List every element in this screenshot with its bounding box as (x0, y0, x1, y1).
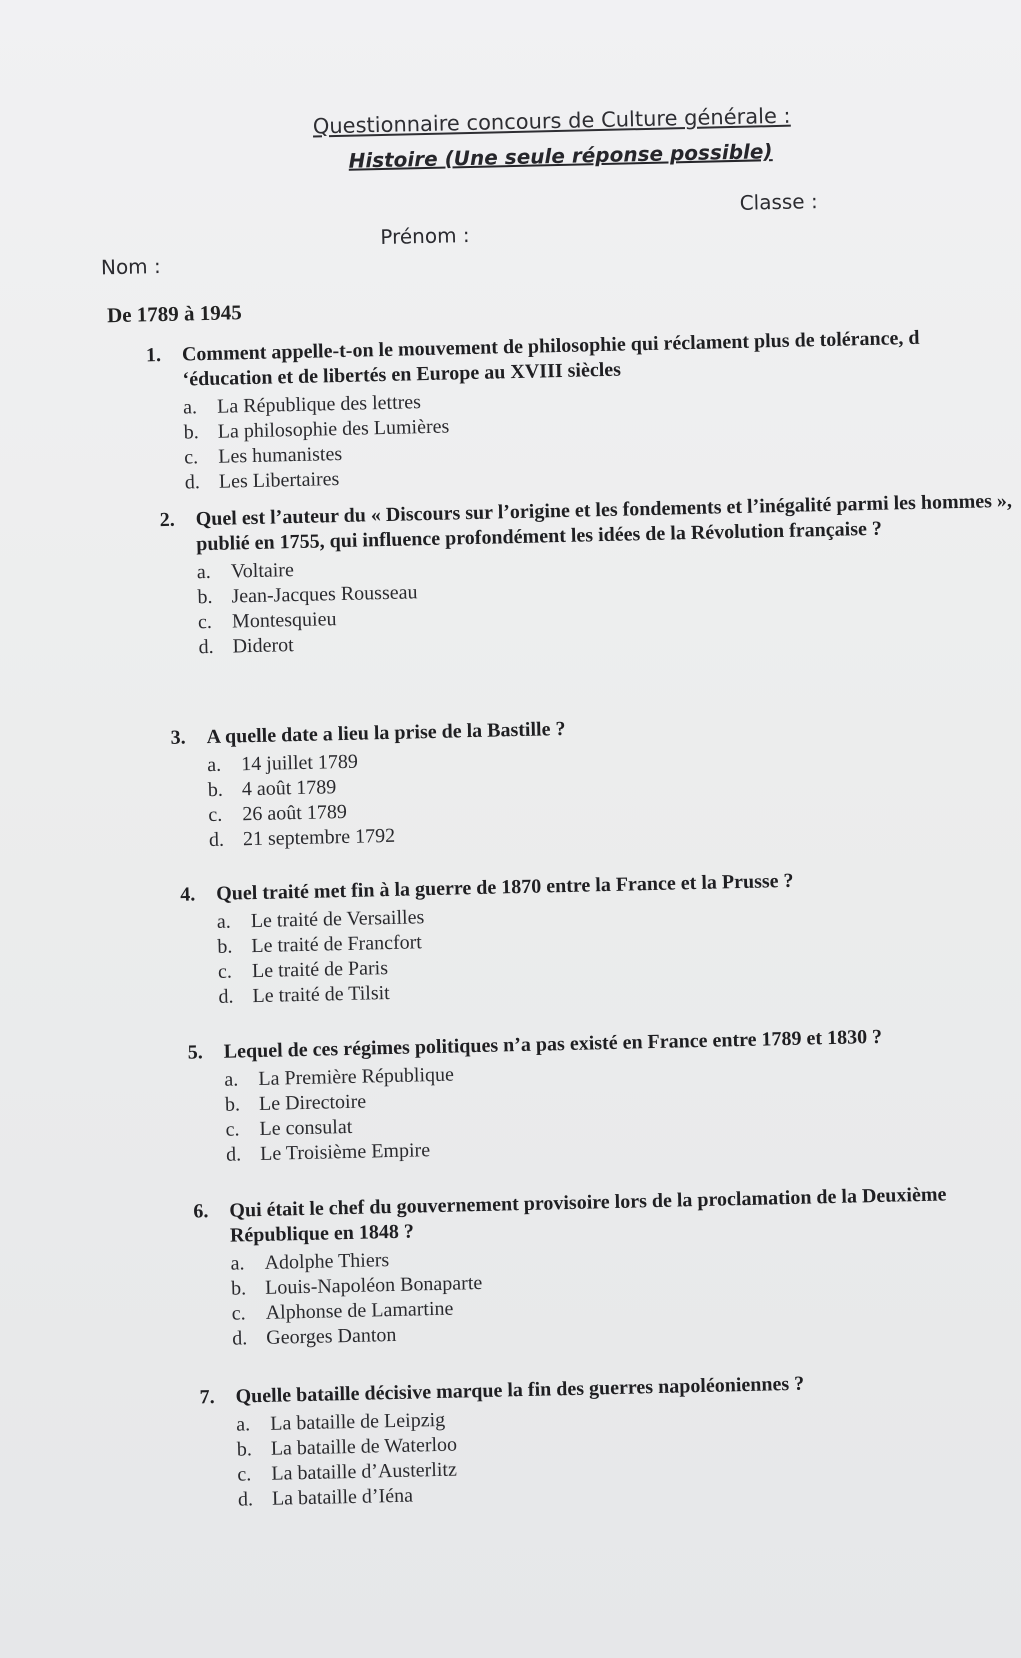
option-text: La philosophie des Lumières (217, 415, 450, 443)
option-letter: a. (235, 1413, 251, 1436)
option-list (230, 1233, 1021, 1352)
question-text: Quel traité met fin à la guerre de 1870 entre la France et la Prusse ? (215, 869, 794, 905)
option-text: 4 août 1789 (241, 776, 337, 801)
show-through-text (174, 194, 179, 214)
option-letter: d. (208, 828, 225, 852)
option-text: 26 août 1789 (242, 800, 348, 826)
question-text: Quelle bataille décisive marque la fin des guerres napoléoniennes ? (235, 1372, 805, 1408)
option-text: Les humanistes (218, 442, 343, 468)
option-list (224, 1049, 1021, 1168)
option-text: Le Troisième Empire (259, 1139, 431, 1165)
question-text: Lequel de ces régimes politiques n’a pas existé en France entre 1789 et 1830 ? (223, 1025, 883, 1063)
question-number: 4. (179, 883, 196, 906)
option-letter: d. (232, 1327, 248, 1350)
option-text: Alphonse de Lamartine (265, 1297, 454, 1324)
option-text: Les Libertaires (218, 468, 340, 493)
option-letter: c. (197, 610, 213, 634)
option-letter: b. (183, 421, 199, 444)
option-list (236, 1394, 1021, 1513)
option-text: Le traité de Tilsit (252, 981, 390, 1008)
question-number: 5. (187, 1041, 204, 1064)
option-text: Jean-Jacques Rousseau (231, 581, 418, 608)
question-4 (180, 863, 1021, 1010)
option-letter: c. (231, 1302, 246, 1325)
option-letter: d. (237, 1488, 254, 1511)
nom-field-label: Nom : (100, 254, 161, 280)
question-text: Comment appelle-t-on le mouvement de philosophie qui réclament plus de tolérance, d ‘éducation et de libertés en Europe au XVIII siècles (181, 326, 920, 391)
question-number: 2. (159, 508, 175, 532)
question-7 (199, 1366, 1021, 1513)
option-text: Le traité de Francfort (251, 931, 423, 958)
option-list (207, 734, 1021, 853)
option-text: Le traité de Paris (251, 957, 389, 983)
question-number: 1. (145, 344, 162, 367)
option-text: La République des lettres (216, 391, 422, 418)
option-letter: a. (207, 753, 222, 777)
option-text: Adolphe Thiers (264, 1249, 390, 1274)
option-text: La bataille d’Iéna (271, 1484, 414, 1510)
question-number: 6. (193, 1200, 209, 1223)
question-5 (188, 1021, 1021, 1168)
option-letter: a. (224, 1068, 239, 1091)
option-text: 21 septembre 1792 (242, 824, 396, 851)
question-1 (146, 324, 1005, 496)
classe-field-label: Classe : (739, 189, 818, 215)
option-text: Le Directoire (258, 1090, 367, 1115)
option-letter: a. (230, 1252, 245, 1275)
option-letter: b. (197, 585, 213, 609)
option-list (197, 542, 1019, 661)
option-letter: b. (236, 1438, 253, 1461)
option-letter: d. (218, 985, 234, 1008)
option-text: Voltaire (230, 559, 295, 583)
question-2 (159, 489, 1018, 661)
option-text: Le traité de Versailles (250, 906, 425, 933)
option-text: La bataille de Waterloo (270, 1433, 458, 1460)
option-letter: d. (184, 471, 201, 494)
option-text: La bataille d’Austerlitz (271, 1458, 458, 1485)
option-text: Diderot (232, 634, 294, 658)
prenom-field-label: Prénom : (380, 222, 470, 250)
option-text: Le consulat (259, 1115, 353, 1140)
option-text: La Première République (258, 1063, 455, 1090)
option-letter: c. (225, 1118, 240, 1141)
option-letter: d. (225, 1143, 242, 1166)
option-letter: a. (196, 560, 212, 584)
option-letter: c. (208, 803, 223, 827)
option-letter: a. (182, 396, 198, 419)
option-letter: d. (198, 635, 214, 659)
question-number: 7. (199, 1386, 215, 1409)
option-letter: a. (216, 910, 231, 933)
question-text: Quel est l’auteur du « Discours sur l’origine et les fondements et l’inégalité parmi les hommes », publié en 1755, qui influence profondément les idées de la Révolution française ? (195, 489, 1013, 556)
option-letter: c. (184, 446, 199, 469)
question-text: A quelle date a lieu la prise de la Bastille ? (206, 717, 566, 749)
option-list (183, 377, 1005, 496)
period-heading: De 1789 à 1945 (106, 300, 243, 328)
option-text: Montesquieu (231, 608, 337, 633)
page-title: Questionnaire concours de Culture générale : (312, 103, 791, 139)
question-text: Qui était le chef du gouvernement provisoire lors de la proclamation de la Deuxième République en 1848 ? (229, 1183, 947, 1247)
option-letter: b. (230, 1277, 247, 1300)
question-3 (170, 706, 1021, 853)
question-6 (193, 1180, 1021, 1352)
option-text: Louis-Napoléon Bonaparte (264, 1271, 483, 1299)
page-subtitle: Histoire (Une seule réponse possible) (348, 139, 773, 173)
question-number: 3. (170, 726, 186, 749)
option-text: 14 juillet 1789 (241, 750, 359, 776)
option-letter: c. (217, 960, 233, 983)
option-letter: b. (224, 1093, 241, 1116)
option-text: La bataille de Leipzig (269, 1408, 446, 1435)
option-letter: b. (207, 778, 224, 802)
option-list (217, 891, 1021, 1010)
option-letter: b. (217, 935, 233, 958)
option-letter: c. (237, 1463, 252, 1486)
option-text: Georges Danton (266, 1323, 397, 1349)
